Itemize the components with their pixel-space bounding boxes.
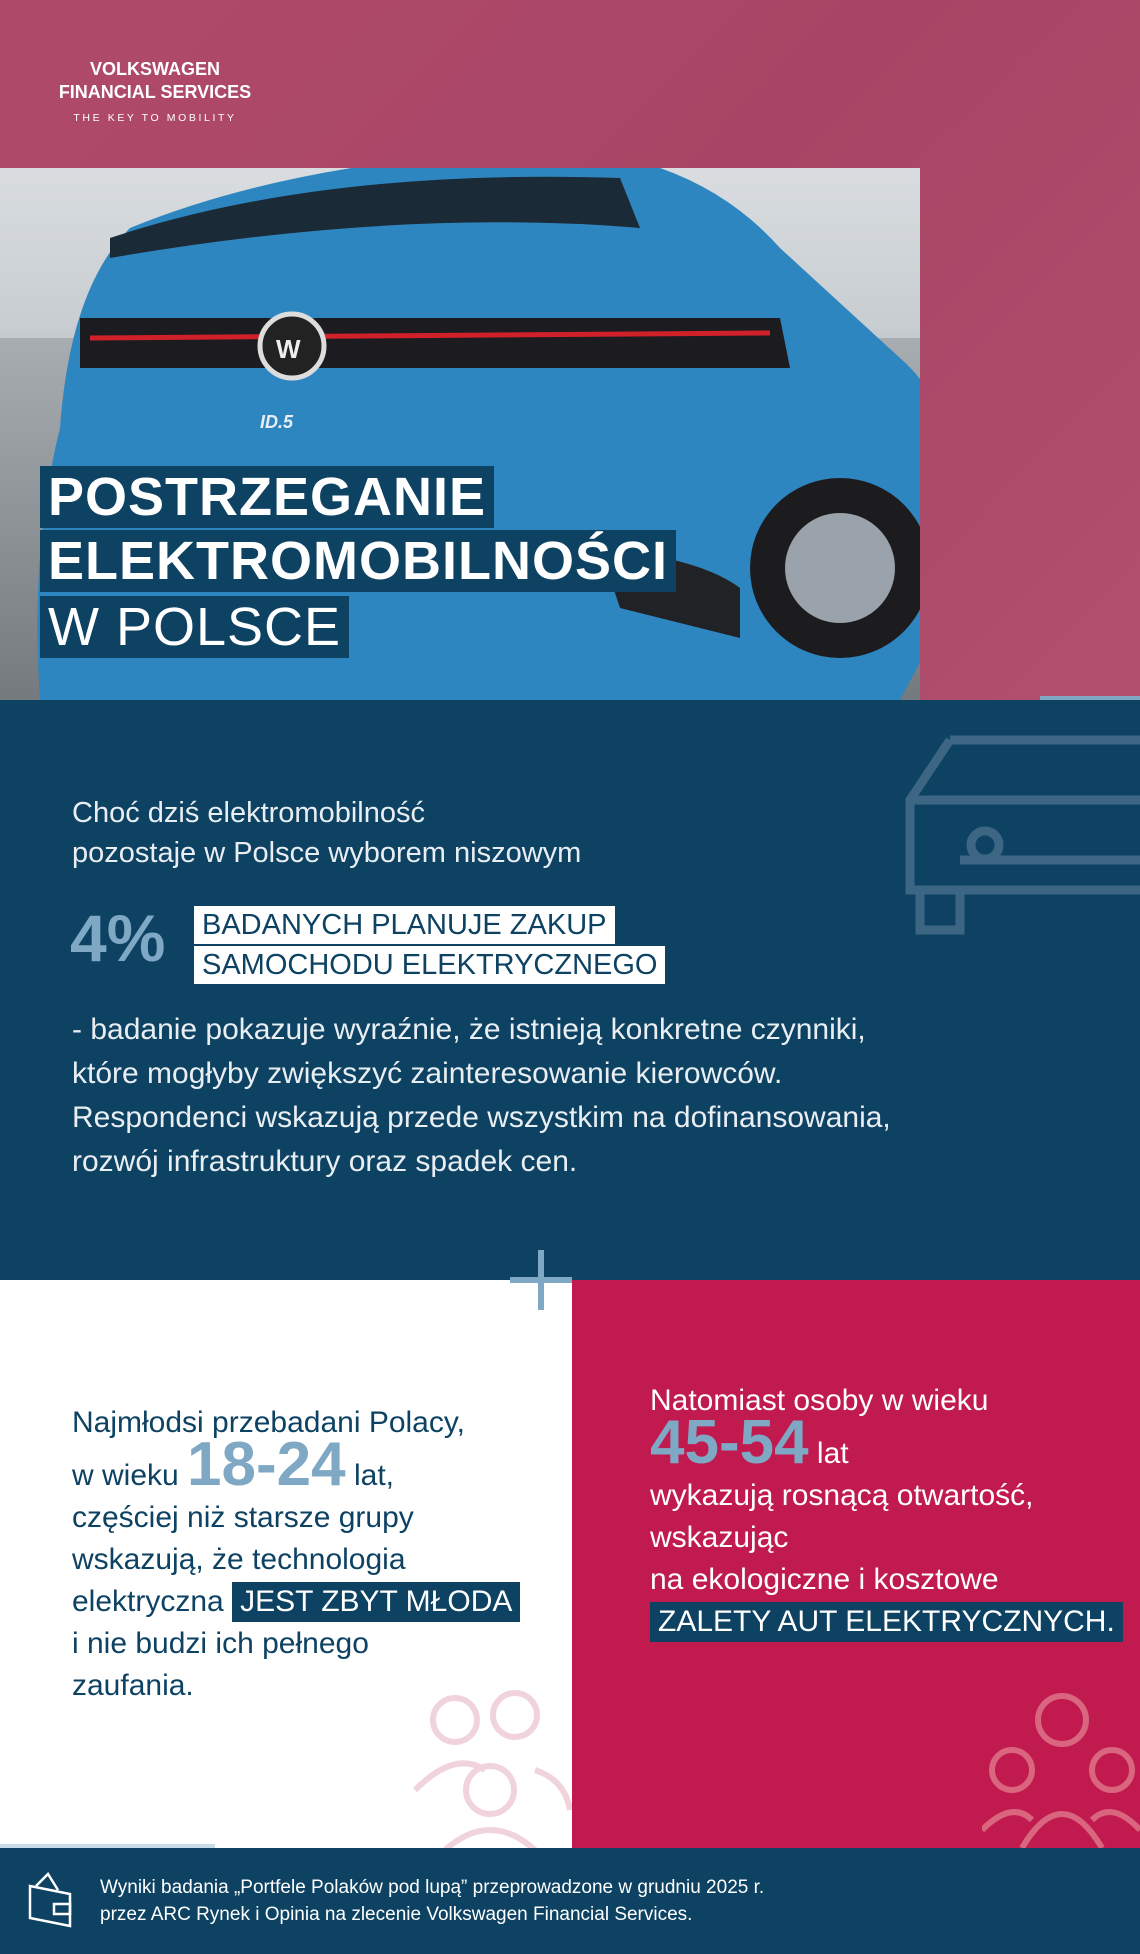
older-highlight: ZALETY AUT ELEKTRYCZNYCH. [650,1602,1123,1642]
older-group-panel [572,1280,1140,1848]
young-line3: częściej niż starsze grupy [72,1501,414,1534]
people-icon [405,1680,575,1850]
footer [0,1848,1140,1954]
title-line2: ELEKTROMOBILNOŚCI [40,530,676,592]
young-line4: wskazują, że technologia [72,1543,406,1576]
young-line5: elektryczna [72,1585,224,1618]
intro-section [0,700,1140,1280]
body-line4: rozwój infrastruktury oraz spadek cen. [72,1145,578,1178]
young-line7: zaufania. [72,1669,194,1702]
body-line1: - badanie pokazuje wyraźnie, że istnieją konkretne czynniki, [72,1013,866,1046]
stat-label-line2: SAMOCHODU ELEKTRYCZNEGO [194,946,665,984]
stat-value: 4% [70,901,166,975]
young-highlight: JEST ZBYT MŁODA [232,1582,520,1622]
footer-text [100,1874,764,1928]
footer-line1: Wyniki badania „Portfele Polaków pod lupą” przeprowadzone w grudniu 2025 r. [100,1877,765,1898]
older-line1: Natomiast osoby w wieku [650,1384,989,1417]
logo-tagline: THE KEY TO MOBILITY [73,112,237,124]
vw-fs-logo [40,58,270,124]
young-line1: Najmłodsi przebadani Polacy, [72,1406,465,1439]
footer-line2: przez ARC Rynek i Opinia na zlecenie Volkswagen Financial Services. [100,1904,693,1925]
body-text [72,1008,891,1184]
older-text [650,1380,1130,1643]
car-outline-icon [890,720,1140,950]
intro-line2: pozostaje w Polsce wyborem niszowym [72,837,582,869]
hero-section [0,0,1140,700]
plus-divider-h [510,1277,572,1283]
svg-text:W: W [276,334,301,364]
older-line4: wskazując [650,1521,789,1554]
young-post: lat, [353,1459,394,1492]
accent-line [1040,696,1140,700]
older-age: 45-54 [650,1408,809,1477]
young-age: 18-24 [187,1430,346,1499]
older-post: lat [816,1437,849,1470]
people-group-icon [982,1680,1140,1848]
wallet-icon [26,1872,74,1928]
young-text [72,1402,552,1707]
young-pre: w wieku [72,1459,179,1492]
older-line5: na ekologiczne i kosztowe [650,1563,999,1596]
young-line6: i nie budzi ich pełnego [72,1627,369,1660]
car-badge: ID.5 [260,412,294,432]
intro-line1: Choć dziś elektromobilność [72,797,425,829]
body-line2: które mogłyby zwiększyć zainteresowanie kierowców. [72,1057,783,1090]
title-line3: W POLSCE [40,596,349,658]
logo-line2: FINANCIAL SERVICES [58,82,252,102]
stat-label-line1: BADANYCH PLANUJE ZAKUP [194,906,615,944]
body-line3: Respondenci wskazują przede wszystkim na dofinansowania, [72,1101,891,1134]
young-group-panel [0,1280,572,1848]
title-line1: POSTRZEGANIE [40,466,494,528]
logo-line1: VOLKSWAGEN [89,59,220,79]
older-line3: wykazują rosnącą otwartość, [650,1479,1034,1512]
